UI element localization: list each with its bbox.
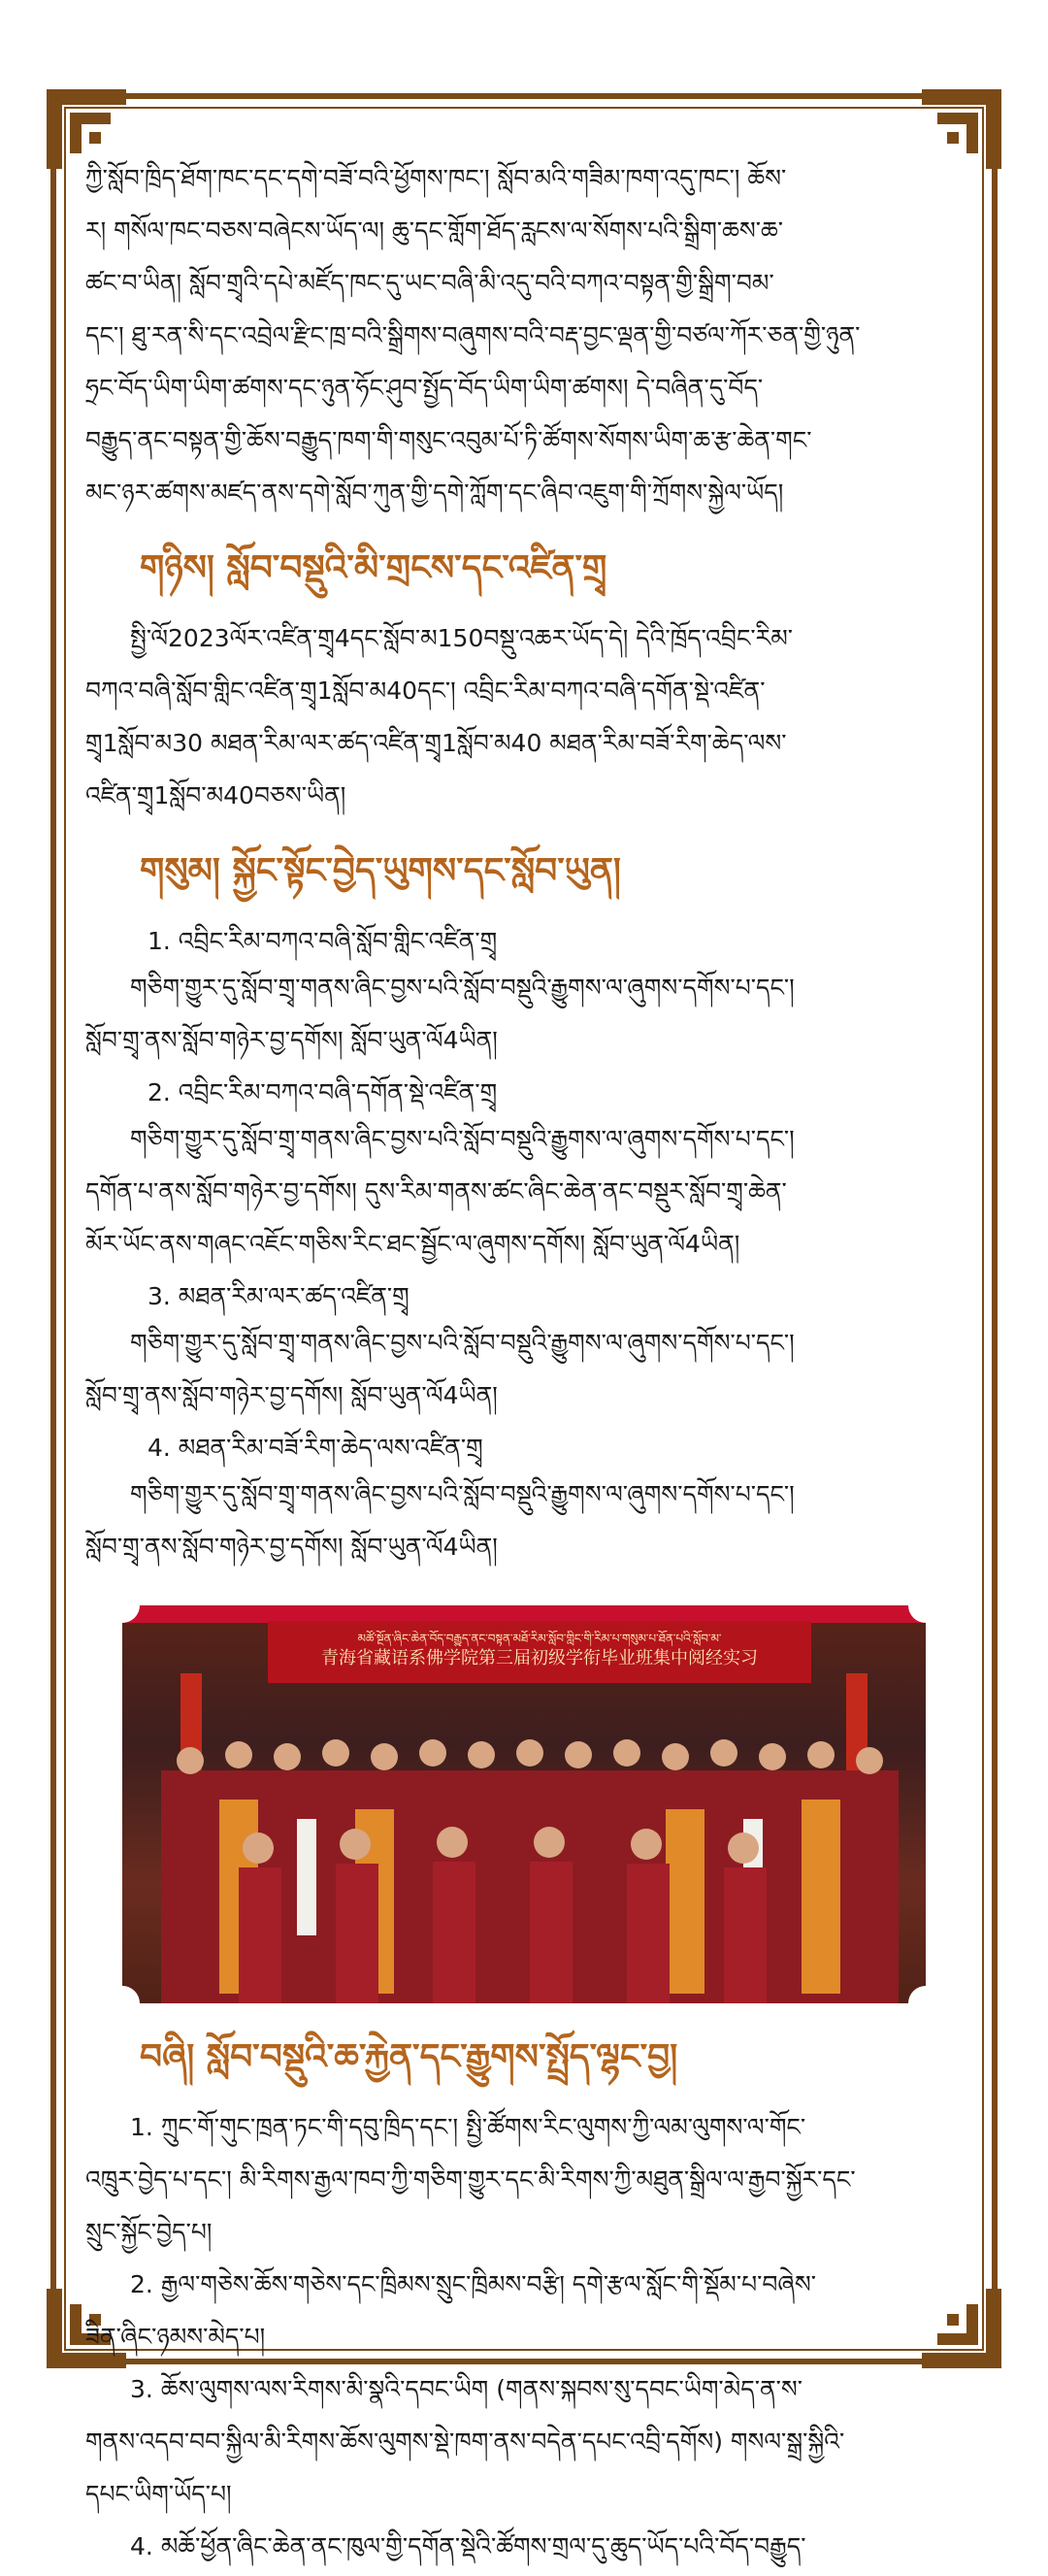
document-body (85, 155, 963, 2576)
requirement-number: 4. (130, 2532, 153, 2560)
section-heading-requirements: བཞི། སློབ་བསྡུའི་ཆ་རྐྱེན་དང་རྒྱུགས་སྤྲོད་ལྷང་བྱ། (140, 2037, 678, 2077)
text-line: སློབ་གྲྭ་ནས་སློབ་གཉེར་བྱ་དགོས། སློབ་ཡུན་ལོ4ཡིན། (85, 1026, 498, 1054)
requirement-number: 3. (130, 2375, 153, 2403)
text-line: གཅིག་གྱུར་དུ་སློབ་གྲྭ་གནས་ཞིང་བྱས་པའི་སློབ་བསྡུའི་རྒྱུགས་ལ་ཞུགས་དགོས་པ་དང་། (130, 1480, 795, 1508)
photo-corner-cut (122, 1986, 140, 2003)
requirement-item (85, 2104, 963, 2256)
enrollment-paragraph (85, 615, 963, 819)
banner-chinese-text: 青海省藏语系佛学院第三届初级学衔毕业班集中阅经实习 (321, 1648, 758, 1668)
text-line: སློབ་གྲྭ་ནས་སློབ་གཉེར་བྱ་དགོས། སློབ་ཡུན་ལོ4ཡིན། (85, 1533, 498, 1561)
class-item (85, 1425, 963, 1570)
text-line: ཧྲང་བོད་ཡིག་ཡིག་ཚགས་དང་ཉུན་ཧོང་ཤུབ་སྤྱོད་བོད་ཡིག་ཡིག་ཚགས། དེ་བཞིན་དུ་བོད་ (85, 374, 764, 402)
text-line: ཚང་བ་ཡིན། སློབ་གྲྭའི་དཔེ་མཛོད་ཁང་དུ་ཡང་བཞི་མི་འདུ་བའི་བཀའ་བསྟན་གྱི་སྒྲིག་བམ་ (85, 269, 774, 297)
text-line: གཅིག་གྱུར་དུ་སློབ་གྲྭ་གནས་ཞིང་བྱས་པའི་སློབ་བསྡུའི་རྒྱུགས་ལ་ཞུགས་དགོས་པ་དང་། (130, 1125, 795, 1153)
class-item-label: 2. འབྲིང་རིམ་བཀའ་བཞི་དགོན་སྡེ་འཛིན་གྲྭ (147, 1078, 498, 1106)
text-line (85, 2262, 963, 2308)
text-line: གྲྭ1སློབ་མ30 མཐན་རིམ་ལར་ཚད་འཛིན་གྲྭ1སློབ་མ40 མཐན་རིམ་བཟོ་རིག་ཆེད་ལས་ (85, 729, 787, 757)
class-item-label: 3. མཐན་རིམ་ལར་ཚད་འཛིན་གྲྭ (147, 1282, 409, 1310)
text-span: རྒྱལ་གཅེས་ཆོས་གཅེས་དང་ཁྲིམས་སྲུང་ཁྲིམས་བརྩི། དགེ་རྩལ་སློང་གི་སྡོམ་པ་བཞེས་ (160, 2270, 817, 2298)
requirement-item (85, 2524, 963, 2570)
text-line (85, 2366, 963, 2413)
text-line: ཟིན་ཞིང་ཉམས་མེད་པ། (85, 2323, 266, 2351)
requirement-number: 2. (130, 2270, 153, 2298)
banner-tibetan-text: མཚོ་སྔོན་ཞིང་ཆེན་བོད་བརྒྱུད་ནང་བསྟན་མཐོ་རིམ་སློབ་གླིང་གི་རིམ་པ་གསུམ་པ་ཐོན་པའི་སློབ་མ་ (357, 1632, 722, 1645)
text-line: ར། གསོལ་ཁང་བཅས་བཞེངས་ཡོད་ལ། ཆུ་དང་གློག་ཐོད་རླངས་ལ་སོགས་པའི་སྒྲིག་ཆས་ཆ་ (85, 216, 784, 245)
class-item (85, 1070, 963, 1268)
group-of-monks-image (161, 1712, 899, 2003)
requirement-item (85, 2262, 963, 2361)
group-photo (122, 1605, 926, 2003)
text-line: དང་། ཐུ་རན་སི་དང་འབྲེལ་རྫིང་ཁྲ་བའི་སྒྲིགས་བཞུགས་བའི་བརྡ་བྱང་ལྡན་གྱི་བཙལ་ཀོར་ཅན་གྱི་ཉུན་ (85, 321, 861, 349)
intro-paragraph (85, 155, 963, 516)
text-line: མོར་ཡོང་ནས་གཞང་འཇོང་གཅིས་རིང་ཐང་སྦྱོང་ལ་ཞུགས་དགོས། སློབ་ཡུན་ལོ4ཡིན། (85, 1230, 740, 1258)
text-line: ཀྱི་སློབ་ཁྲིད་ཐོག་ཁང་དང་དགེ་བཟོ་བའི་ཕྱོགས་ཁང་། སློབ་མའི་གཟིམ་ཁག་འདུ་ཁང་། ཆོས་ (85, 164, 787, 192)
text-span: མཆོ་ཕྱོན་ཞིང་ཆེན་ནང་ཁུལ་གྱི་དགོན་སྡེའི་ཚོགས་གྲལ་དུ་ཆུད་ཡོད་པའི་བོད་བརྒྱུད་ (160, 2532, 806, 2560)
text-line: སྤྱི་ལོ2023ལོར་འཛིན་གྲྭ4དང་སློབ་མ150བསྡུ་འཆར་ཡོད་དེ། དེའི་ཁྲོད་འབྲིང་རིམ་ (130, 624, 793, 652)
class-item-label: 1. འབྲིང་རིམ་བཀའ་བཞི་སློབ་གླིང་འཛིན་གྲྭ (147, 927, 498, 955)
text-line: གནས་འདབ་བབ་སྐྱིལ་མི་རིགས་ཆོས་ལུགས་སྡེ་ཁག་ནས་བདེན་དཔང་འབྲི་དགོས) གསལ་སྒྲ་སྐྱིའི་ (85, 2427, 845, 2456)
photo-corner-cut (908, 1986, 926, 2003)
class-item (85, 918, 963, 1064)
text-line: བརྒྱུད་ནང་བསྟན་གྱི་ཆོས་བརྒྱུད་ཁག་གི་གསུང་འབུམ་པོ་ཏི་ཚོགས་སོགས་ཡིག་ཆ་རྩ་ཆེན་གང་ (85, 426, 812, 454)
class-item (85, 1273, 963, 1419)
text-line: མང་ཉར་ཚགས་མཛད་ནས་དགེ་སློབ་ཀུན་གྱི་དགེ་ཀློག་དང་ཞིབ་འཇུག་གི་ཀྲོགས་སྐྱེལ་ཡོད། (85, 479, 784, 507)
requirement-number: 1. (130, 2113, 153, 2141)
text-span: ཀྲུང་གོ་གུང་ཁྲན་ཏང་གི་དབུ་ཁྲིད་དང་། སྤྱི་ཚོགས་རིང་ལུགས་ཀྱི་ལམ་ལུགས་ལ་གོང་ (160, 2113, 806, 2141)
photo-banner (268, 1621, 811, 1683)
text-line: གཅིག་གྱུར་དུ་སློབ་གྲྭ་གནས་ཞིང་བྱས་པའི་སློབ་བསྡུའི་རྒྱུགས་ལ་ཞུགས་དགོས་པ་དང་། (130, 1329, 795, 1357)
text-line (85, 2524, 963, 2570)
text-line (85, 2104, 963, 2151)
text-span: ཆོས་ལུགས་ལས་རིགས་མི་སྣའི་དབང་ཡིག (གནས་སྐབས་སུ་དབང་ཡིག་མེད་ན་ས་ (160, 2375, 802, 2403)
text-line: དགོན་པ་ནས་སློབ་གཉེར་བྱ་དགོས། དུས་རིམ་གནས་ཚང་ཞིང་ཆེན་ནང་བསྡུར་སློབ་གྲྭ་ཆེན་ (85, 1177, 787, 1205)
text-line: གཅིག་གྱུར་དུ་སློབ་གྲྭ་གནས་ཞིང་བྱས་པའི་སློབ་བསྡུའི་རྒྱུགས་ལ་ཞུགས་དགོས་པ་དང་། (130, 974, 795, 1002)
text-line: འཛིན་གྲྭ1སློབ་མ40བཅས་ཡིན། (85, 781, 346, 809)
text-line: བཀའ་བཞི་སློབ་གླིང་འཛིན་གྲྭ1སློབ་མ40དང་། འབྲིང་རིམ་བཀའ་བཞི་དགོན་སྡེ་འཛིན་ (85, 677, 766, 705)
section-heading-format: གསུམ། སྐྱོང་སྟོང་བྱེད་ཡུགས་དང་སློབ་ཡུན། (140, 851, 621, 891)
class-item-label: 4. མཐན་རིམ་བཟོ་རིག་ཆེད་ལས་འཛིན་གྲྭ (147, 1434, 483, 1462)
requirement-item (85, 2366, 963, 2518)
section-heading-enrollment: གཉིས། སློབ་བསྡུའི་མི་གྲངས་དང་འཛིན་གྲྭ (140, 548, 607, 588)
text-line: སྲུང་སྐྱོང་བྱེད་པ། (85, 2218, 213, 2246)
text-line: འཁྲུར་བྱེད་པ་དང་། མི་རིགས་རྒྱལ་ཁབ་ཀྱི་གཅིག་གྱུར་དང་མི་རིགས་ཀྱི་མཐུན་སྒྲིལ་ལ་རྒྱབ་སྐྱོར་དང་ (85, 2165, 856, 2194)
text-line: སློབ་གྲྭ་ནས་སློབ་གཉེར་བྱ་དགོས། སློབ་ཡུན་ལོ4ཡིན། (85, 1381, 498, 1409)
text-line: དཔང་ཡིག་ཡོད་པ། (85, 2480, 232, 2508)
